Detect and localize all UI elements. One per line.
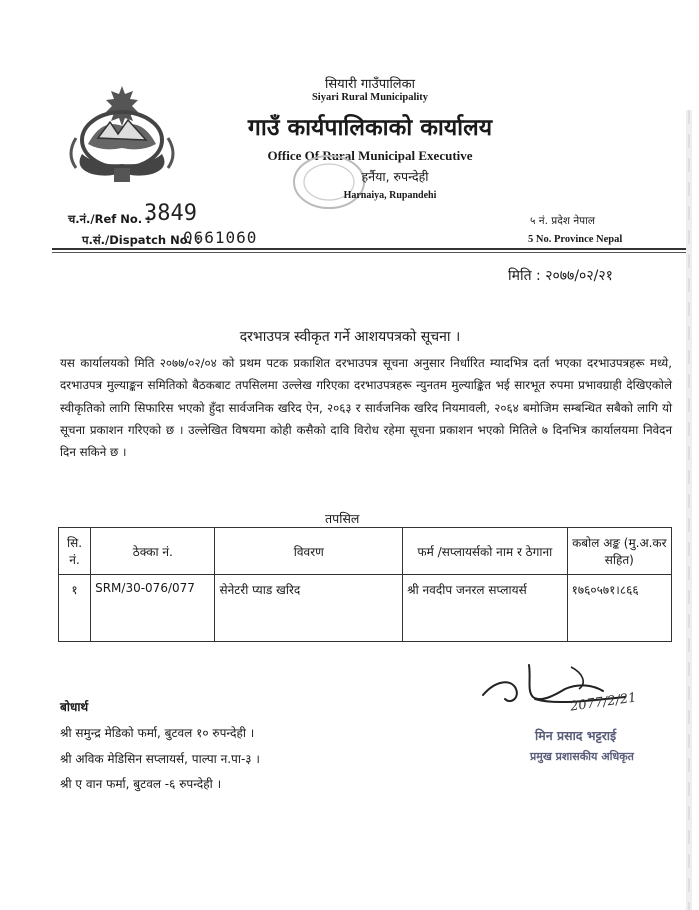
address-nepali: हर्नैया, रुपन्देही	[361, 169, 429, 184]
bid-table	[58, 527, 672, 642]
dispatch-no-value: 0661060	[183, 228, 258, 247]
cell-description: सेनेटरी प्याड खरिद	[215, 575, 403, 642]
col-header-bid-amount: कबोल अङ्क (मु.अ.कर सहित)	[567, 528, 671, 575]
cc-item: श्री ए वान फर्मा, बुटवल -६ रुपन्देही ।	[60, 777, 222, 791]
signatory-name: मिन प्रसाद भट्टराई	[535, 728, 617, 743]
province-nepali: ५ नं. प्रदेश नेपाल	[530, 215, 595, 227]
signatory-title: प्रमुख प्रशासकीय अधिकृत	[530, 750, 634, 763]
cc-item: श्री अविक मेडिसिन सप्लायर्स, पाल्पा न.पा-३ ।	[60, 752, 260, 766]
cell-firm: श्री नवदीप जनरल सप्लायर्स	[403, 575, 568, 642]
table-row	[59, 575, 672, 642]
cell-bid-amount: १७६०५७१।८६६	[567, 575, 671, 642]
address-english: Harnaiya, Rupandehi	[343, 190, 437, 201]
cell-contract-no: SRM/30-076/077	[91, 575, 215, 642]
header-rule	[52, 248, 686, 250]
province-english: 5 No. Province Nepal	[528, 234, 623, 245]
col-header-firm: फर्म /सप्लायर्सको नाम र ठेगाना	[403, 528, 568, 575]
table-title: तपसिल	[325, 511, 360, 526]
scan-edge-shadow	[686, 110, 692, 910]
signature-date: 2077/2/21	[569, 690, 638, 715]
handwritten-signature	[475, 655, 675, 730]
notice-subject: दरभाउपत्र स्वीकृत गर्ने आशयपत्रको सूचना ।	[239, 329, 461, 345]
cc-item: श्री समुन्द्र मेडिको फर्मा, बुटवल १० रुपन्देही ।	[60, 726, 255, 740]
notice-body: यस कार्यालयको मिति २०७७/०२/०४ को प्रथम पटक प्रकाशित दरभाउपत्र सूचना अनुसार निर्धारित म्यादभित्र दर्ता भएका दरभाउपत्रहरू मध्ये, दरभाउपत्र मुल्याङ्कन समितिको बैठकबाट तपसिलमा उल्लेख गरिएका दरभाउपत्रहरू न्युनतम मुल्याङ्कित भई सारभूत रुपमा प्रभावग्राही देखिएकोले स्वीकृतिको लागि सिफारिस भएको हुँदा सार्वजनिक खरिद ऐन, २०६३ र सार्वजनिक खरिद नियमावली, २०६४ बमोजिम सम्बन्धित सबैको लागि यो सूचना प्रकाशन गरिएको छ । उल्लेखित विषयमा कोही कसैको दावि विरोध रहेमा सूचना प्रकाशन भएको मितिले ७ दिनभित्र कार्यालयमा निवेदन दिन सकिने छ ।	[60, 356, 672, 460]
org-name-nepali: सियारी गाउँपालिका	[325, 77, 415, 92]
col-header-contract-no: ठेक्का नं.	[91, 528, 215, 575]
letter-date: मिति : २०७७/०२/२१	[508, 268, 613, 284]
org-name-english: Siyari Rural Municipality	[311, 92, 429, 103]
ref-no-label: च.नं./Ref No. :	[68, 212, 151, 226]
cc-label: बोधार्थ	[60, 700, 89, 714]
col-header-description: विवरण	[215, 528, 403, 575]
col-header-sn: सि. नं.	[59, 528, 91, 575]
office-title-english: Office Of Rural Municipal Executive	[267, 148, 473, 163]
dispatch-no-label: प.सं./Dispatch No. :	[82, 233, 201, 247]
table-header-row	[59, 528, 672, 575]
ref-no-value: 3849	[144, 201, 197, 226]
office-title-nepali: गाउँ कार्यपालिकाको कार्यालय	[247, 115, 493, 141]
nepal-emblem-logo	[62, 78, 180, 188]
header-rule-thin	[52, 252, 686, 253]
cell-sn: १	[59, 575, 91, 642]
